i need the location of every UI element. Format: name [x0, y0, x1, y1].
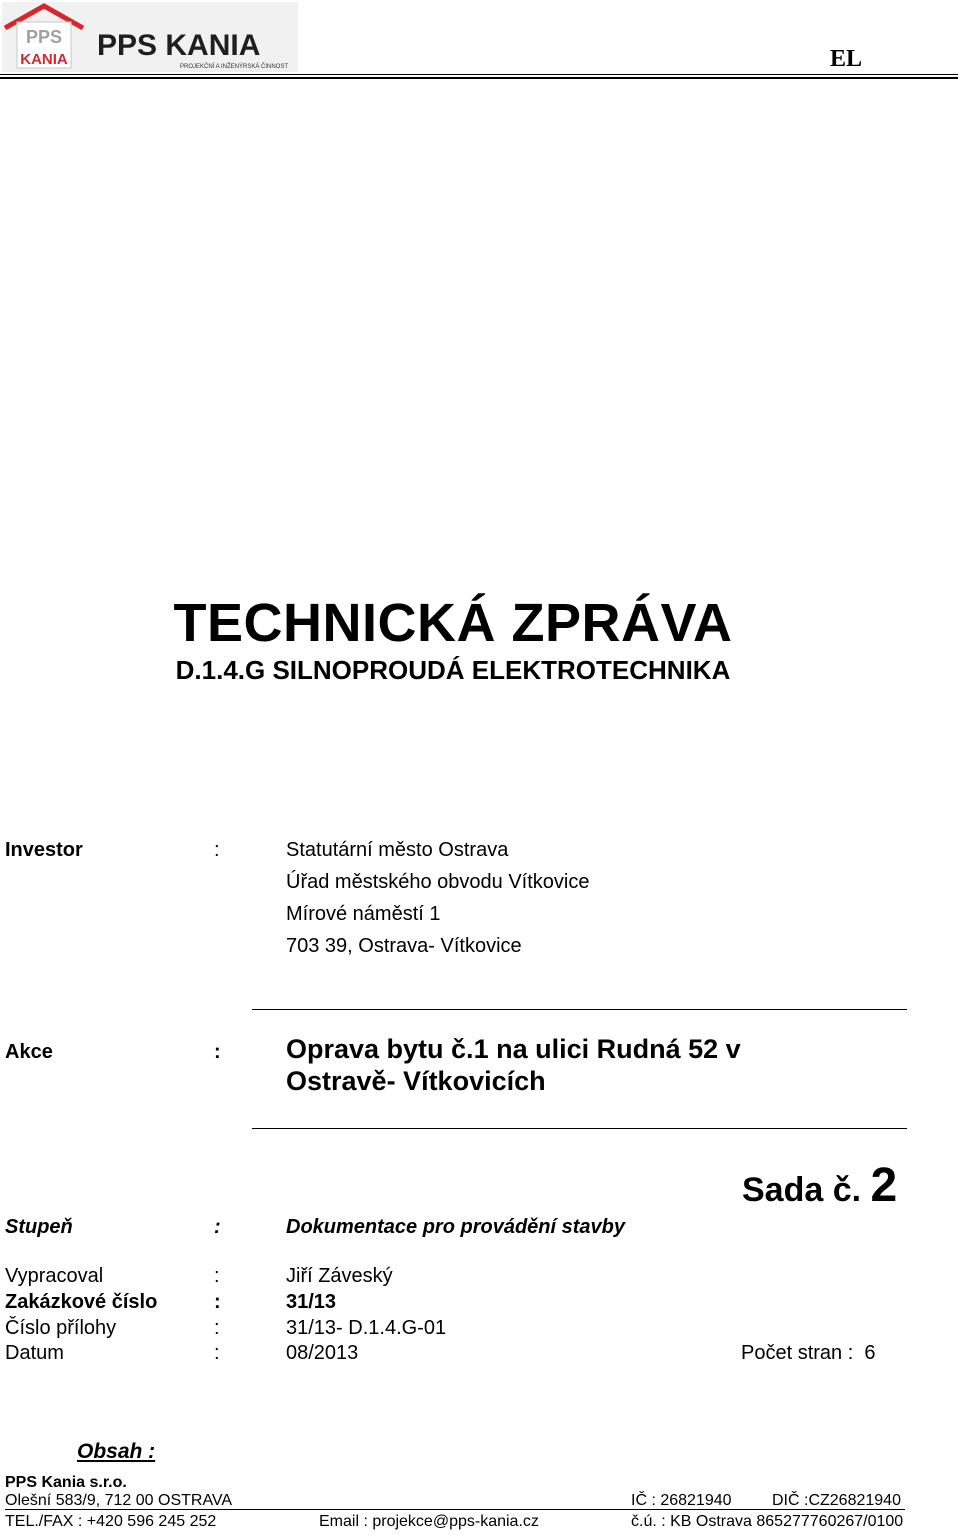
footer-tel: TEL./FAX : +420 596 245 252: [5, 1513, 217, 1530]
investor-line-3: Mírové náměstí 1: [286, 903, 441, 925]
footer-ic: IČ : 26821940: [631, 1492, 732, 1509]
stupen-label: Stupeň: [5, 1216, 73, 1238]
logo-mark-pps: PPS: [25, 27, 63, 47]
akce-colon: :: [214, 1041, 221, 1063]
priloha-label: Číslo přílohy: [5, 1317, 117, 1339]
contents-heading: Obsah :: [77, 1440, 156, 1463]
section-divider: [252, 1128, 907, 1129]
document-code: EL: [830, 46, 863, 72]
priloha-value: 31/13- D.1.4.G-01: [286, 1317, 447, 1339]
header-divider-thick: [0, 77, 958, 79]
footer-divider: [5, 1509, 905, 1510]
document-title: TECHNICKÁ ZPRÁVA: [173, 593, 733, 653]
akce-line-2: Ostravě- Vítkovicích: [286, 1066, 546, 1096]
investor-line-4: 703 39, Ostrava- Vítkovice: [286, 935, 522, 957]
zakazkove-colon: :: [214, 1291, 221, 1313]
stupen-colon: :: [214, 1216, 221, 1238]
logo-wordmark: PPS KANIA: [97, 29, 261, 62]
section-divider: [252, 1009, 907, 1010]
vypracoval-colon: :: [214, 1265, 220, 1287]
logo-mark-kania: KANIA: [20, 51, 68, 68]
investor-line-2: Úřad městského obvodu Vítkovice: [286, 871, 590, 893]
akce-line-1: Oprava bytu č.1 na ulici Rudná 52 v: [286, 1034, 741, 1064]
company-logo: [2, 2, 298, 72]
sada-label: Sada č.: [742, 1171, 862, 1209]
datum-colon: :: [214, 1342, 220, 1364]
logo-tagline: PROJEKČNÍ A INŽENÝRSKÁ ČINNOST: [180, 64, 289, 70]
stupen-value: Dokumentace pro provádění stavby: [286, 1216, 625, 1238]
page-count: Počet stran : 6: [741, 1342, 876, 1364]
vypracoval-value: Jiří Záveský: [286, 1265, 393, 1287]
document-subtitle: D.1.4.G SILNOPROUDÁ ELEKTROTECHNIKA: [175, 655, 731, 685]
investor-label: Investor: [5, 839, 83, 861]
datum-value: 08/2013: [286, 1342, 359, 1364]
investor-colon: :: [214, 839, 220, 861]
vypracoval-label: Vypracoval: [5, 1265, 104, 1287]
priloha-colon: :: [214, 1317, 220, 1339]
zakazkove-label: Zakázkové číslo: [5, 1291, 158, 1313]
akce-label: Akce: [5, 1041, 53, 1063]
footer-address: Olešní 583/9, 712 00 OSTRAVA: [5, 1492, 233, 1509]
datum-label: Datum: [5, 1342, 64, 1364]
header-divider: [0, 74, 958, 75]
sada-number: [742, 1158, 897, 1213]
sada-value: 2: [870, 1159, 898, 1212]
footer-bank: č.ú. : KB Ostrava 865277760267/0100: [631, 1513, 904, 1530]
footer-dic: DIČ :CZ26821940: [772, 1492, 901, 1509]
footer-company: PPS Kania s.r.o.: [5, 1474, 127, 1491]
investor-line-1: Statutární město Ostrava: [286, 839, 509, 861]
zakazkove-value: 31/13: [286, 1291, 337, 1313]
footer-email: Email : projekce@pps-kania.cz: [319, 1513, 539, 1530]
